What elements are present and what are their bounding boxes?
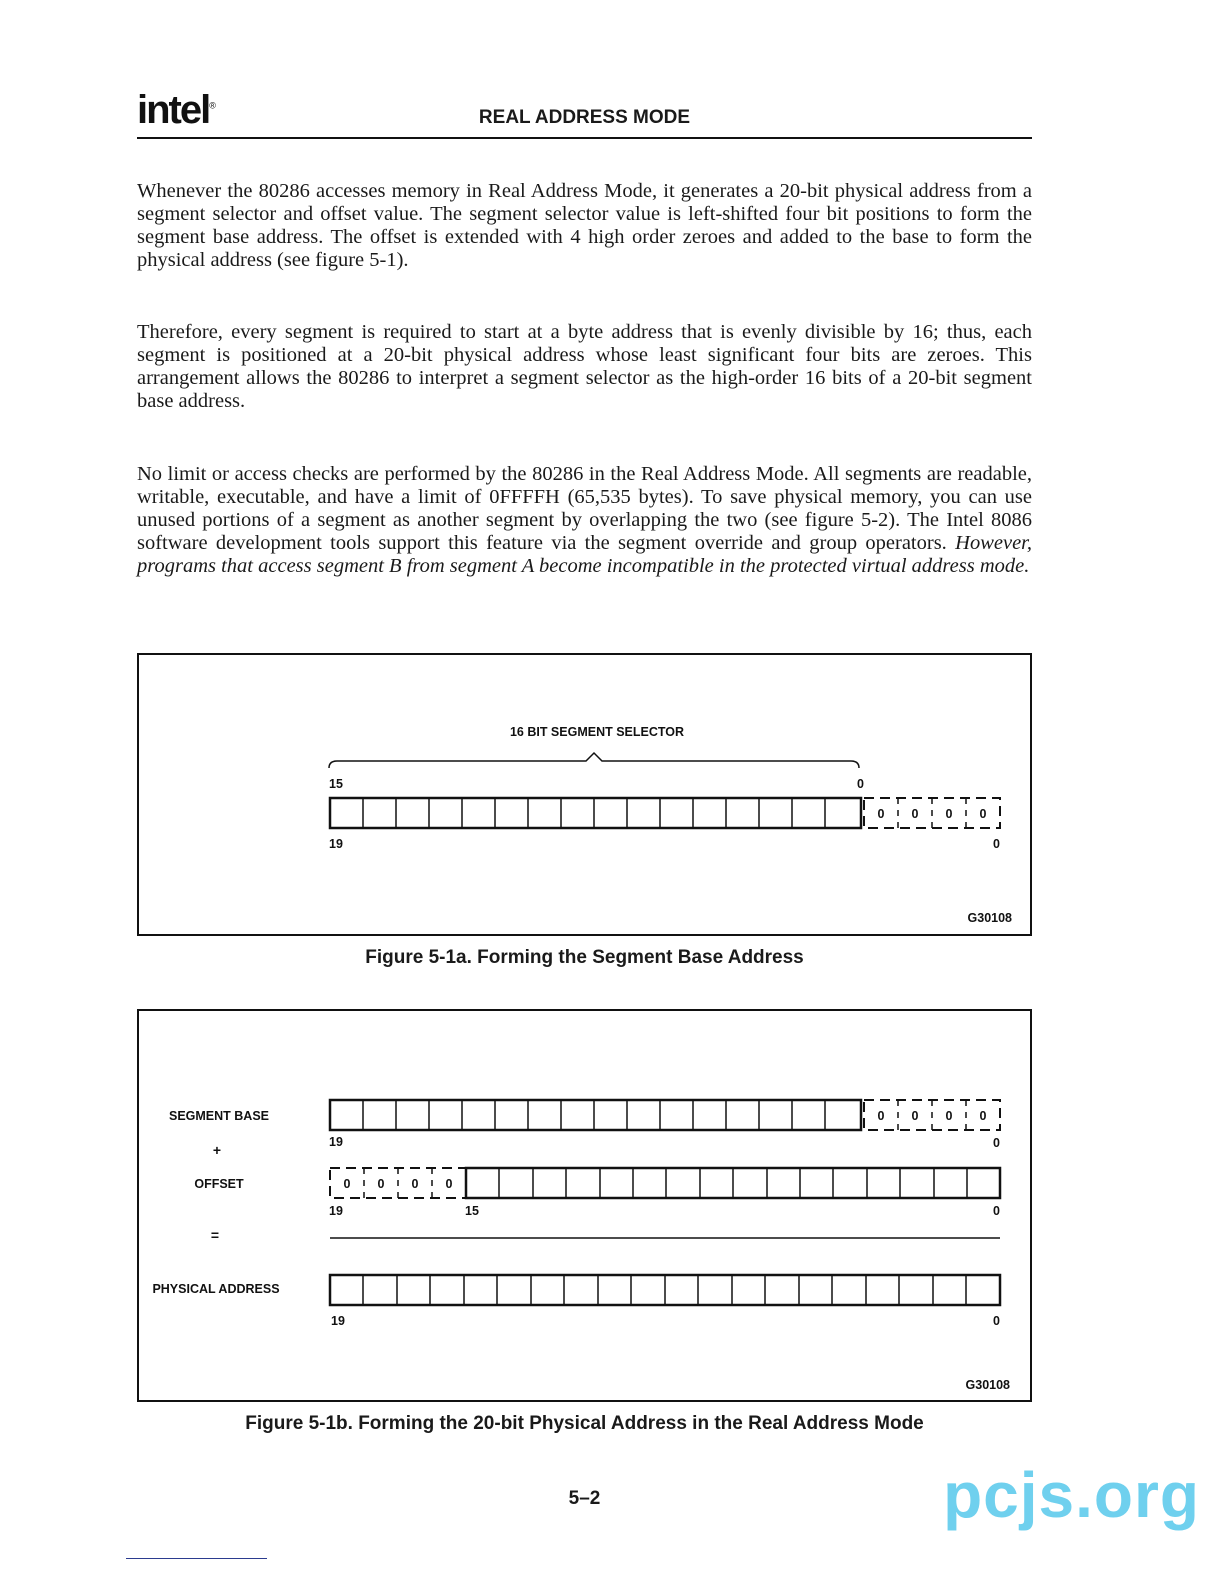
bit-label-0: 0	[993, 1136, 1000, 1150]
figure-code: G30108	[967, 911, 1012, 925]
zero-bit: 0	[945, 807, 953, 821]
figure-5-1a-diagram	[139, 655, 1034, 938]
paragraph-3	[137, 463, 1032, 578]
equals-sign: =	[210, 1227, 220, 1243]
paragraph-3-italic: However, programs that access segment B from segment A become incompatible in the protected virtual address mode.	[137, 532, 1032, 577]
zero-bit: 0	[945, 1109, 953, 1123]
selector-brace	[329, 753, 859, 768]
bit-label-19: 19	[329, 1204, 343, 1218]
segment-selector-register	[330, 798, 861, 828]
bit-label-15: 15	[329, 777, 343, 791]
bit-label-0: 0	[993, 1204, 1000, 1218]
running-head-title: REAL ADDRESS MODE	[478, 107, 691, 128]
bit-label-19: 19	[329, 837, 343, 851]
header-rule	[137, 137, 1032, 139]
figure-5-1b-diagram	[139, 1011, 1034, 1404]
figure-5-1a	[137, 653, 1032, 936]
figure-code: G30108	[965, 1378, 1010, 1392]
bit-label-19: 19	[331, 1314, 345, 1328]
paragraph-2: Therefore, every segment is required to start at a byte address that is evenly divisible by 16; thus, each segment is positioned at a 20-bit physical address whose least significant four bits are zeroes. This arrangement allows the 80286 to interpret a segment selector as the high-order 16 bits of a 20-bit segment base address.	[137, 321, 1032, 412]
zero-bit: 0	[877, 807, 885, 821]
paragraph-1: Whenever the 80286 accesses memory in Real Address Mode, it generates a 20-bit physical address from a segment selector and offset value. The segment selector value is left-shifted four bit positions to form the segment base address. The offset is extended with 4 high order zeroes and added to the base to form the physical address (see figure 5-1).	[137, 180, 1032, 271]
bit-label-0-bottom: 0	[993, 837, 1000, 851]
zero-bit: 0	[445, 1177, 453, 1191]
bottom-rule	[126, 1558, 267, 1559]
zero-bit: 0	[979, 1109, 987, 1123]
offset-register	[466, 1168, 1000, 1198]
zero-bit: 0	[911, 807, 919, 821]
segment-base-register	[330, 1100, 861, 1130]
pcjs-watermark: pcjs.org	[943, 1459, 1200, 1531]
bit-label-19: 19	[329, 1135, 343, 1149]
zero-bit: 0	[377, 1177, 385, 1191]
zero-bit: 0	[911, 1109, 919, 1123]
zero-bit: 0	[343, 1177, 351, 1191]
page-number: 5–2	[568, 1488, 601, 1509]
paragraph-3-text: No limit or access checks are performed by the 80286 in the Real Address Mode. All segments are readable, writable, executable, and have a limit of 0FFFFH (65,535 bytes). To save physical memory, you can use unused portions of a segment as another segment by overlapping the two (see figure 5-2). The Intel 8086 software development tools support this feature via the segment override and group operators.	[137, 463, 1032, 554]
zero-bit: 0	[411, 1177, 419, 1191]
zero-bit: 0	[979, 807, 987, 821]
physical-address-register	[330, 1275, 1000, 1305]
figure-5-1b-caption: Figure 5-1b. Forming the 20-bit Physical Address in the Real Address Mode	[245, 1413, 924, 1434]
offset-label: OFFSET	[194, 1177, 244, 1191]
figure-5-1a-caption: Figure 5-1a. Forming the Segment Base Address	[365, 947, 804, 968]
physical-address-label: PHYSICAL ADDRESS	[152, 1282, 280, 1296]
intel-logo: intel®	[137, 88, 214, 132]
segment-base-label: SEGMENT BASE	[168, 1109, 270, 1123]
bit-label-0: 0	[993, 1314, 1000, 1328]
zero-bit: 0	[877, 1109, 885, 1123]
bit-label-15: 15	[465, 1204, 479, 1218]
bit-label-0-top: 0	[857, 777, 864, 791]
plus-sign: +	[212, 1142, 222, 1158]
selector-label: 16 BIT SEGMENT SELECTOR	[509, 725, 685, 739]
figure-5-1b	[137, 1009, 1032, 1402]
